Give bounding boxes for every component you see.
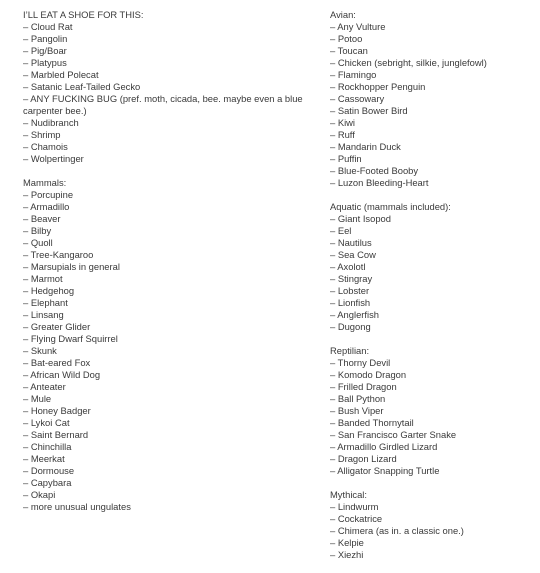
list-item: – Luzon Bleeding-Heart	[330, 177, 429, 188]
list-item: – Flamingo	[330, 69, 377, 80]
list-item: – Quoll	[23, 237, 53, 248]
list-item: – Banded Thornytail	[330, 417, 414, 428]
list-item: – Platypus	[23, 57, 67, 68]
list-item: – Lobster	[330, 285, 370, 296]
list-item: – Marsupials in general	[23, 261, 120, 272]
list-item: – Cloud Rat	[23, 21, 73, 32]
list-item: – Komodo Dragon	[330, 369, 407, 380]
list-item: – Mule	[23, 393, 52, 404]
list-item: – Kiwi	[330, 117, 356, 128]
list-item: – Honey Badger	[23, 405, 91, 416]
list-item: – Meerkat	[23, 453, 65, 464]
list-item: – Satanic Leaf-Tailed Gecko	[23, 81, 141, 92]
list-item: – Bat-eared Fox	[23, 357, 91, 368]
section-avian	[330, 9, 535, 189]
list-item: – Okapi	[23, 489, 56, 500]
list-item: – Satin Bower Bird	[330, 105, 408, 116]
list-item: – Nautilus	[330, 237, 372, 248]
list-item: – Shrimp	[23, 129, 61, 140]
list-item: – Mandarin Duck	[330, 141, 401, 152]
section-heading: Reptilian:	[330, 345, 370, 356]
list-item: – Sea Cow	[330, 249, 376, 260]
section-mammals	[23, 177, 318, 513]
list-item: – Thorny Devil	[330, 357, 391, 368]
list-item: – Armadillo Girdled Lizard	[330, 441, 438, 452]
list-item: – Tree-Kangaroo	[23, 249, 94, 260]
list-item: – Porcupine	[23, 189, 74, 200]
list-item: – Toucan	[330, 45, 368, 56]
list-item: – Xiezhi	[330, 549, 364, 560]
list-item: – Chimera (as in. a classic one.)	[330, 525, 464, 536]
list-item: – Flying Dwarf Squirrel	[23, 333, 118, 344]
list-item: – Lindwurm	[330, 501, 379, 512]
section-mythical	[330, 489, 535, 561]
section-reptilian	[330, 345, 535, 477]
right-column	[330, 9, 535, 573]
list-item: – Chinchilla	[23, 441, 72, 452]
list-item: – Blue-Footed Booby	[330, 165, 419, 176]
list-item: – Beaver	[23, 213, 61, 224]
list-item: – Lionfish	[330, 297, 371, 308]
section-heading: Mythical:	[330, 489, 367, 500]
list-item: – Pangolin	[23, 33, 68, 44]
list-item: – African Wild Dog	[23, 369, 101, 380]
list-item: – Rockhopper Penguin	[330, 81, 426, 92]
list-item: – San Francisco Garter Snake	[330, 429, 457, 440]
list-item: – Bilby	[23, 225, 52, 236]
list-item: – Nudibranch	[23, 117, 79, 128]
list-item: – Wolpertinger	[23, 153, 84, 164]
list-item: – Puffin	[330, 153, 362, 164]
list-item: – Frilled Dragon	[330, 381, 397, 392]
list-item: – Cockatrice	[330, 513, 383, 524]
list-item: – Linsang	[23, 309, 64, 320]
list-item: – Ruff	[330, 129, 355, 140]
list-item: – more unusual ungulates	[23, 501, 131, 512]
section-heading: I’LL EAT A SHOE FOR THIS:	[23, 9, 144, 20]
list-item: – Elephant	[23, 297, 68, 308]
list-item: – Anteater	[23, 381, 66, 392]
list-item: – Bush Viper	[330, 405, 384, 416]
list-item: – Cassowary	[330, 93, 385, 104]
list-item: – Chamois	[23, 141, 68, 152]
list-item: – Saint Bernard	[23, 429, 89, 440]
list-item: – ANY FUCKING BUG (pref. moth, cicada, bee. maybe even a blue carpenter bee.)	[23, 93, 303, 116]
list-item: – Giant Isopod	[330, 213, 391, 224]
list-item: – Pig/Boar	[23, 45, 67, 56]
list-item: – Ball Python	[330, 393, 386, 404]
list-item: – Eel	[330, 225, 352, 236]
list-item: – Hedgehog	[23, 285, 75, 296]
left-column	[23, 9, 318, 525]
list-item: – Axolotl	[330, 261, 366, 272]
list-item: – Anglerfish	[330, 309, 379, 320]
list-item: – Marbled Polecat	[23, 69, 99, 80]
section-heading: Aquatic (mammals included):	[330, 201, 451, 212]
list-item: – Kelpie	[330, 537, 364, 548]
section-heading: Mammals:	[23, 177, 67, 188]
section-i-ll-eat-a-shoe-for-this	[23, 9, 318, 165]
list-item: – Greater Glider	[23, 321, 91, 332]
section-aquatic-mammals-included	[330, 201, 535, 333]
list-item: – Marmot	[23, 273, 63, 284]
list-item: – Dugong	[330, 321, 371, 332]
list-item: – Dormouse	[23, 465, 75, 476]
list-item: – Potoo	[330, 33, 363, 44]
list-item: – Armadillo	[23, 201, 70, 212]
list-item: – Chicken (sebright, silkie, junglefowl)	[330, 57, 487, 68]
list-item: – Skunk	[23, 345, 57, 356]
list-item: – Lykoi Cat	[23, 417, 70, 428]
list-item: – Alligator Snapping Turtle	[330, 465, 440, 476]
list-item: – Any Vulture	[330, 21, 386, 32]
list-item: – Capybara	[23, 477, 72, 488]
section-heading: Avian:	[330, 9, 356, 20]
list-item: – Stingray	[330, 273, 373, 284]
list-item: – Dragon Lizard	[330, 453, 397, 464]
